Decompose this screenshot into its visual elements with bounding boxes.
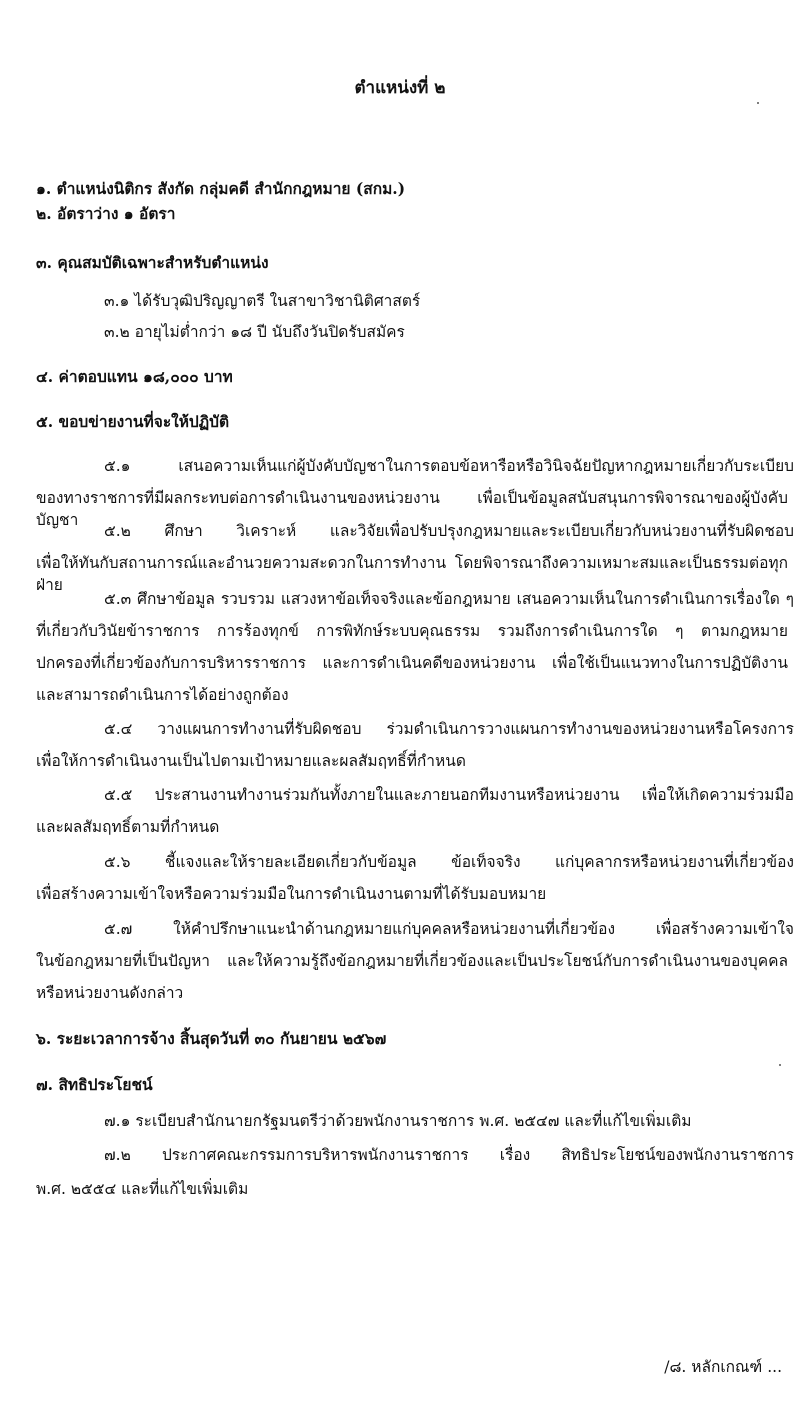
section-5-heading: ๕. ขอบข่ายงานที่จะให้ปฏิบัติ <box>36 412 230 431</box>
section-5-7-line-2: ในข้อกฎหมายที่เป็นปัญหา และให้ความรู้ถึงข้อกฎหมายที่เกี่ยวข้องและเป็นประโยชน์กับการดำเนินงานของบุคคล <box>36 952 788 970</box>
section-1-position: ๑. ตำแหน่งนิติกร สังกัด กลุ่มคดี สำนักกฎหมาย (สกม.) <box>36 179 406 198</box>
section-3-item-1: ๓.๑ ได้รับวุฒิปริญญาตรี ในสาขาวิชานิติศาสตร์ <box>104 292 421 310</box>
section-5-3-line-2: ที่เกี่ยวกับวินัยข้าราชการ การร้องทุกข์ การพิทักษ์ระบบคุณธรรม รวมถึงการดำเนินการใด ๆ ตามกฎหมาย <box>36 622 788 640</box>
section-3-item-2: ๓.๒ อายุไม่ต่ำกว่า ๑๘ ปี นับถึงวันปิดรับสมัคร <box>104 323 405 341</box>
section-5-6-line-2: เพื่อสร้างความเข้าใจหรือความร่วมมือในการดำเนินงานตามที่ได้รับมอบหมาย <box>36 885 547 903</box>
section-5-2-line-2: เพื่อให้ทันกับสถานการณ์และอำนวยความสะดวกในการทำงาน โดยพิจารณาถึงความเหมาะสมและเป็นธรรมต่อทุกฝ่าย <box>36 554 788 594</box>
section-5-2-line-1: ๕.๒ ศึกษา วิเคราะห์ และวิจัยเพื่อปรับปรุงกฎหมายและระเบียบเกี่ยวกับหน่วยงานที่รับผิดชอบ <box>104 522 794 540</box>
section-2-vacancy: ๒. อัตราว่าง ๑ อัตรา <box>36 204 176 223</box>
section-4-compensation: ๔. ค่าตอบแทน ๑๘,๐๐๐ บาท <box>36 367 233 386</box>
page-title: ตำแหน่งที่ ๒ <box>354 78 446 98</box>
section-7-item-2-line-2: พ.ศ. ๒๕๕๔ และที่แก้ไขเพิ่มเติม <box>36 1180 249 1198</box>
scan-speck <box>779 1064 781 1066</box>
section-5-7-line-1: ๕.๗ ให้คำปรึกษาแนะนำด้านกฎหมายแก่บุคคลหรือหน่วยงานที่เกี่ยวข้อง เพื่อสร้างความเข้าใจ <box>104 920 794 938</box>
section-5-7-line-3: หรือหน่วยงานดังกล่าว <box>36 984 184 1002</box>
section-5-3-line-3: ปกครองที่เกี่ยวข้องกับการบริหารราชการ และการดำเนินคดีของหน่วยงาน เพื่อใช้เป็นแนวทางในการปฏิบัติงาน <box>36 654 788 672</box>
scan-speck <box>757 102 759 104</box>
section-7-item-1: ๗.๑ ระเบียบสำนักนายกรัฐมนตรีว่าด้วยพนักงานราชการ พ.ศ. ๒๕๔๗ และที่แก้ไขเพิ่มเติม <box>104 1112 692 1130</box>
section-7-item-2-line-1: ๗.๒ ประกาศคณะกรรมการบริหารพนักงานราชการ เรื่อง สิทธิประโยชน์ของพนักงานราชการ <box>104 1146 794 1164</box>
section-7-heading: ๗. สิทธิประโยชน์ <box>36 1075 153 1094</box>
section-5-1-line-1: ๕.๑ เสนอความเห็นแก่ผู้บังคับบัญชาในการตอบข้อหารือหรือวินิจฉัยปัญหากฎหมายเกี่ยวกับระเบียบ <box>104 457 794 475</box>
section-6-employment-period: ๖. ระยะเวลาการจ้าง สิ้นสุดวันที่ ๓๐ กันยายน ๒๕๖๗ <box>36 1029 387 1048</box>
continuation-footer: /๘. หลักเกณฑ์ ... <box>664 1358 782 1376</box>
section-5-5-line-1: ๕.๕ ประสานงานทำงานร่วมกันทั้งภายในและภายนอกทีมงานหรือหน่วยงาน เพื่อให้เกิดความร่วมมือ <box>104 786 794 804</box>
section-5-6-line-1: ๕.๖ ชี้แจงและให้รายละเอียดเกี่ยวกับข้อมูล ข้อเท็จจริง แก่บุคลากรหรือหน่วยงานที่เกี่ยวข้อง <box>104 853 794 871</box>
section-5-3-line-1: ๕.๓ ศึกษาข้อมูล รวบรวม แสวงหาข้อเท็จจริงและข้อกฎหมาย เสนอความเห็นในการดำเนินการเรื่องใด ๆ <box>104 590 794 608</box>
section-5-5-line-2: และผลสัมฤทธิ์ตามที่กำหนด <box>36 818 220 836</box>
section-5-3-line-4: และสามารถดำเนินการได้อย่างถูกต้อง <box>36 686 289 704</box>
section-5-1-line-2: ของทางราชการที่มีผลกระทบต่อการดำเนินงานของหน่วยงาน เพื่อเป็นข้อมูลสนับสนุนการพิจารณาของผู้บังคับบัญชา <box>36 489 788 529</box>
section-5-4-line-2: เพื่อให้การดำเนินงานเป็นไปตามเป้าหมายและผลสัมฤทธิ์ที่กำหนด <box>36 752 466 770</box>
section-5-4-line-1: ๕.๔ วางแผนการทำงานที่รับผิดชอบ ร่วมดำเนินการวางแผนการทำงานของหน่วยงานหรือโครงการ <box>104 720 794 738</box>
section-3-heading: ๓. คุณสมบัติเฉพาะสำหรับตำแหน่ง <box>36 253 269 272</box>
